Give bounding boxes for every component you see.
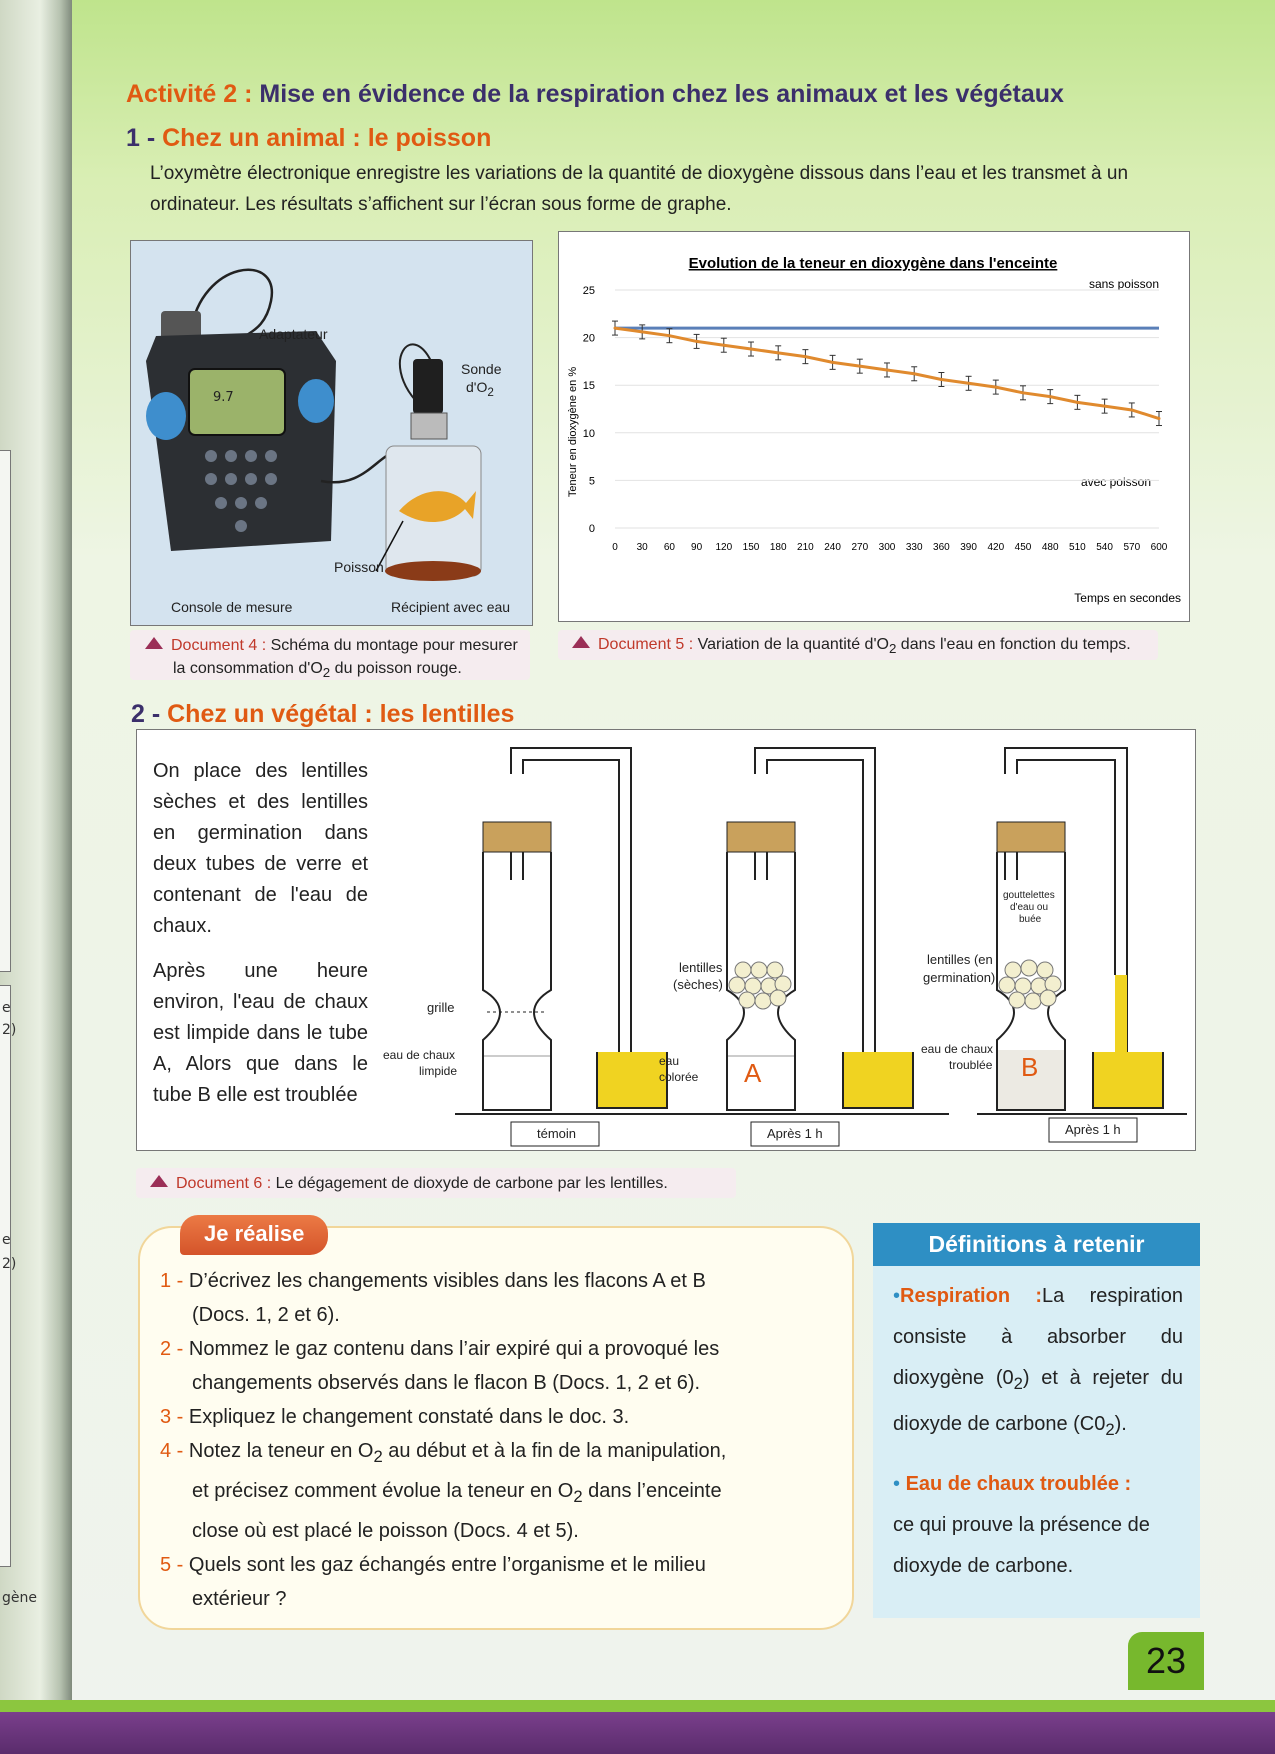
page-footer-band — [0, 1700, 1275, 1754]
tube-b — [977, 748, 1187, 1142]
chart-point — [777, 351, 780, 354]
doc5-chart-box — [558, 231, 1190, 622]
chart-ylabel: Teneur en dioxygène en % — [567, 366, 579, 498]
question-2-line2: changements observés dans le flacon B (Docs. 1, 2 et 6). — [192, 1372, 701, 1394]
chart-point — [1076, 401, 1079, 404]
chart-xtick-label: 300 — [878, 542, 896, 553]
section-title: Chez un animal : le poisson — [162, 124, 492, 152]
label-tube-b: B — [1021, 1052, 1039, 1082]
chart-point — [1049, 395, 1052, 398]
doc4-caption-sub: 2 — [322, 665, 331, 681]
page-number: 23 — [1128, 1632, 1204, 1690]
definition-eau-chaux: • Eau de chaux troublée : ce qui prouve la présence de dioxyde de carbone. — [893, 1473, 1150, 1577]
chart-point — [994, 386, 997, 389]
label-container: Récipient avec eau — [391, 599, 511, 615]
questions-list — [160, 1264, 830, 1616]
margin-text: 2) — [2, 1256, 17, 1272]
activity-prefix: Activité 2 : — [126, 80, 260, 108]
chart-ytick-label: 20 — [582, 332, 595, 345]
chart-point — [858, 365, 861, 368]
label-eau-chaux-b: eau de chaux — [921, 1042, 994, 1056]
doc4-caption — [145, 634, 535, 684]
legend-sans-poisson: sans poisson — [1088, 277, 1159, 291]
doc4-caption-text: Schéma du montage pour mesurer — [270, 637, 518, 654]
chart-xtick-label: 420 — [987, 542, 1005, 553]
chart-point — [1022, 391, 1025, 394]
label-probe: Sonde — [461, 361, 502, 377]
label-buee: buée — [1019, 914, 1042, 925]
chart-ytick-label: 10 — [582, 427, 595, 440]
chart-point — [1158, 417, 1161, 420]
console-right-grip — [298, 379, 334, 423]
chart-xtick-label: 540 — [1096, 542, 1113, 553]
doc6-caption-text: Le dégagement de dioxyde de carbone par les lentilles. — [275, 1175, 668, 1192]
doc5-caption — [572, 633, 1192, 660]
book-binding — [0, 0, 72, 1754]
chart-point — [913, 372, 916, 375]
label-fish: Poisson — [334, 559, 384, 575]
margin-tab — [0, 450, 11, 972]
definitions-header: Définitions à retenir — [873, 1223, 1200, 1266]
label-gouttelettes: gouttelettes — [1003, 890, 1055, 901]
console-left-grip — [146, 392, 186, 440]
doc5-caption-text: Variation de la quantité d'O — [697, 636, 889, 653]
chart-xtick-label: 390 — [960, 542, 977, 553]
chart-point — [722, 344, 725, 347]
chart-ytick-label: 25 — [582, 285, 595, 297]
tube-a — [697, 748, 949, 1146]
probe-label — [411, 413, 447, 439]
doc6-ref: Document 6 : — [176, 1175, 272, 1192]
label-lentilles-en: lentilles (en — [927, 952, 993, 967]
doc4-figure — [130, 240, 533, 626]
label-apres2: Après 1 h — [1065, 1122, 1121, 1137]
question-4-line2: et précisez comment évolue la teneur en $O_2$ dans l’enceinte — [192, 1480, 722, 1506]
definitions-text — [893, 1276, 1183, 1587]
chart-xtick-label: 600 — [1150, 542, 1168, 553]
label-tube-a: A — [744, 1058, 762, 1088]
chart-xtick-label: 90 — [691, 542, 703, 553]
question-2: 2 - Nommez le gaz contenu dans l’air expiré qui a provoqué les — [160, 1338, 720, 1360]
chart-point — [614, 327, 617, 330]
label-grille: grille — [427, 1000, 455, 1015]
margin-text: e — [2, 1000, 11, 1016]
chart-ytick-label: 0 — [588, 523, 595, 535]
chart-title: Evolution de la teneur en dioxygène dans l'enceinte — [688, 255, 1058, 272]
chart-xtick-label: 30 — [636, 542, 648, 553]
label-eau-chaux: eau de chaux — [383, 1048, 456, 1062]
chart-xtick-label: 150 — [742, 542, 760, 553]
label-germination: germination) — [923, 970, 996, 985]
chart-point — [886, 368, 889, 371]
section-title: Chez un végétal : les lentilles — [167, 700, 515, 728]
chart-ytick-label: 5 — [588, 475, 595, 488]
section2-heading — [131, 700, 514, 729]
chart-point — [967, 382, 970, 385]
chart-xtick-label: 480 — [1041, 542, 1059, 553]
chart-xtick-label: 450 — [1014, 542, 1032, 553]
lentils-experiment-diagram — [137, 730, 1195, 1150]
label-temoin: témoin — [537, 1126, 577, 1141]
doc-triangle-icon — [150, 1175, 168, 1187]
chart-point — [1130, 408, 1133, 411]
label-apres1: Après 1 h — [767, 1126, 823, 1141]
section-number: 1 - — [126, 124, 163, 152]
label-console: Console de mesure — [171, 599, 293, 615]
label-lentilles: lentilles — [679, 960, 723, 975]
label-adapter: Adaptateur — [259, 326, 328, 342]
doc-triangle-icon — [145, 637, 163, 649]
chart-point — [750, 348, 753, 351]
chart-xtick-label: 270 — [851, 542, 869, 553]
je-realise-badge: Je réalise — [180, 1215, 328, 1255]
label-seches: (sèches) — [673, 977, 723, 992]
chart-xtick-label: 240 — [824, 542, 841, 553]
section1-heading — [126, 124, 491, 153]
question-1-line2: (Docs. 1, 2 et 6). — [192, 1304, 340, 1326]
container-base — [385, 561, 481, 581]
chart-point — [831, 361, 834, 364]
console-body — [146, 331, 336, 551]
label-troublee: troublée — [949, 1058, 993, 1072]
margin-tab — [0, 985, 11, 1567]
chart-point — [641, 330, 644, 333]
doc6-paragraph1: On place des lentilles sèches et des lentilles en germination dans deux tubes de verre et contenant de l'eau de chaux. — [153, 760, 368, 937]
doc-triangle-icon — [572, 636, 590, 648]
label-eau: eau — [659, 1054, 680, 1068]
doc6-paragraph2: Après une heure environ, l'eau de chaux est limpide dans le tube A, Alors que dans le tube B elle est troublée — [153, 960, 368, 1106]
chart-ytick-label: 15 — [582, 380, 595, 393]
doc5-caption-sub: 2 — [888, 641, 897, 657]
chart-xtick-label: 120 — [715, 542, 733, 553]
apparatus-illustration — [131, 241, 532, 625]
margin-text: 2) — [2, 1022, 17, 1038]
chart-point — [695, 340, 698, 343]
question-5-line2: extérieur ? — [192, 1588, 287, 1610]
doc5-caption-text-b: dans l'eau en fonction du temps. — [896, 636, 1131, 653]
intro-paragraph: L’oxymètre électronique enregistre les variations de la quantité de dioxygène dissous dans l’eau et les transmet à un ordinateur. Les résultats s’affichent sur l’écran sous forme de graphe. — [150, 163, 1129, 215]
chart-point — [1103, 405, 1106, 408]
doc6-figure — [136, 729, 1196, 1151]
chart-xtick-label: 510 — [1069, 542, 1086, 553]
doc4-ref: Document 4 : — [171, 637, 267, 654]
chart-point — [668, 334, 671, 337]
o2-probe-icon — [413, 359, 443, 414]
chart-xtick-label: 180 — [769, 542, 787, 553]
label-probe-o2: $d'O_2$ — [466, 379, 494, 399]
question-5: 5 - Quels sont les gaz échangés entre l’organisme et le milieu — [160, 1554, 706, 1576]
chart-point — [940, 378, 943, 381]
question-1: 1 - D’écrivez les changements visibles dans les flacons A et B — [160, 1270, 706, 1292]
margin-text: e — [2, 1232, 11, 1248]
activity-title — [126, 80, 1064, 109]
o2-chart — [559, 232, 1189, 621]
label-limpide: limpide — [419, 1064, 458, 1078]
question-4: 4 - Notez la teneur en $O_2$ au début et à la fin de la manipulation, — [160, 1440, 727, 1466]
doc5-ref: Document 5 : — [598, 636, 694, 653]
question-3: 3 - Expliquez le changement constaté dans le doc. 3. — [160, 1406, 630, 1428]
chart-xtick-label: 570 — [1123, 542, 1141, 553]
tube-temoin — [455, 748, 697, 1146]
doc6-caption — [150, 1172, 850, 1195]
screen-reading: 9.7 — [213, 390, 234, 405]
definition-respiration: •Respiration :La respiration consiste à absorber du dioxygène $(0_2)$ et à rejeter du dioxyde de carbone $(C0_2)$. — [893, 1285, 1183, 1439]
doc4-caption-line2: la consommation d'O — [173, 660, 323, 677]
margin-text: gène — [2, 1590, 37, 1606]
chart-xtick-label: 330 — [905, 542, 923, 553]
label-eau-ou: d'eau ou — [1010, 902, 1049, 913]
doc4-caption-line2b: du poisson rouge. — [330, 660, 462, 677]
legend-avec-poisson: avec poisson — [1080, 475, 1151, 489]
activity-heading: Mise en évidence de la respiration chez les animaux et les végétaux — [259, 80, 1064, 108]
console-screen — [189, 369, 285, 435]
chart-xtick-label: 360 — [933, 542, 950, 553]
question-4-line3: close où est placé le poisson (Docs. 4 et 5). — [192, 1520, 579, 1542]
chart-xtick-label: 60 — [663, 542, 675, 553]
chart-xtick-label: 210 — [797, 542, 814, 553]
chart-point — [804, 355, 807, 358]
chart-xlabel: Temps en secondes — [1074, 591, 1181, 605]
chart-xtick-label: 0 — [612, 542, 618, 553]
label-coloree: colorée — [659, 1070, 699, 1084]
section-number: 2 - — [131, 700, 168, 728]
